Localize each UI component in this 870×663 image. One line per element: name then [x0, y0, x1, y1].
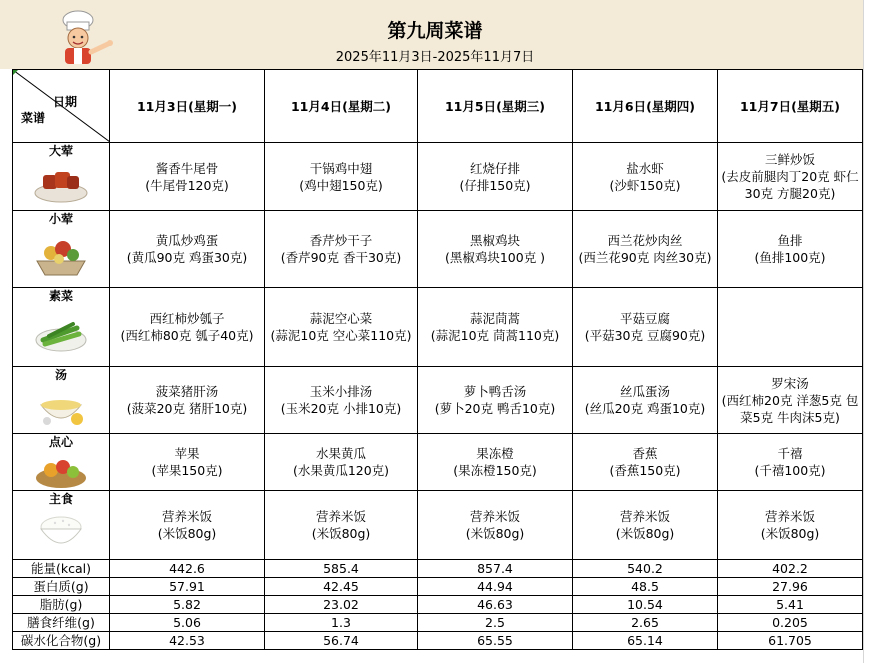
nutrient-value: 0.205	[718, 614, 863, 632]
dish-cell: 干锅鸡中翅 (鸡中翅150克)	[265, 143, 418, 211]
category-label: 汤	[54, 368, 67, 382]
day-header: 11月6日(星期四)	[573, 70, 718, 143]
dish-cell: 蒜泥空心菜 (蒜泥10克 空心菜110克)	[265, 288, 418, 367]
dish-cell: 香蕉 (香蕉150克)	[573, 434, 718, 491]
header-row	[13, 70, 863, 143]
category-label: 点心	[48, 435, 73, 449]
dish-cell: 丝瓜蛋汤 (丝瓜20克 鸡蛋10克)	[573, 367, 718, 434]
nutrition-row-protein	[13, 578, 863, 596]
dish-cell: 香芹炒干子 (香芹90克 香干30克)	[265, 211, 418, 288]
nutrient-value: 585.4	[265, 560, 418, 578]
category-label: 小荤	[48, 212, 73, 226]
nutrient-value: 42.53	[110, 632, 265, 650]
dish-cell: 蒜泥茼蒿 (蒜泥10克 茼蒿110克)	[418, 288, 573, 367]
category-row	[13, 491, 863, 560]
nutrient-label: 碳水化合物(g)	[13, 632, 110, 650]
nutrient-value: 44.94	[418, 578, 573, 596]
dish-cell	[718, 288, 863, 367]
dish-cell: 玉米小排汤 (玉米20克 小排10克)	[265, 367, 418, 434]
day-header: 11月4日(星期二)	[265, 70, 418, 143]
nutrient-value: 42.45	[265, 578, 418, 596]
category-label: 大荤	[48, 144, 73, 158]
nutrient-value: 5.06	[110, 614, 265, 632]
day-header: 11月5日(星期三)	[418, 70, 573, 143]
soup-bowl-icon	[33, 385, 89, 431]
category-cell	[13, 143, 110, 211]
corner-dish-label: 菜谱	[21, 111, 46, 125]
dish-cell: 苹果 (苹果150克)	[110, 434, 265, 491]
nutrient-label: 蛋白质(g)	[13, 578, 110, 596]
dish-cell: 营养米饭 (米饭80g)	[418, 491, 573, 560]
dish-cell: 菠菜猪肝汤 (菠菜20克 猪肝10克)	[110, 367, 265, 434]
page-title: 第九周菜谱	[387, 20, 483, 42]
category-row	[13, 367, 863, 434]
dish-cell: 黑椒鸡块 (黑椒鸡块100克 )	[418, 211, 573, 288]
corner-cell	[13, 70, 110, 143]
dish-cell: 西兰花炒肉丝 (西兰花90克 肉丝30克)	[573, 211, 718, 288]
nutrient-value: 540.2	[573, 560, 718, 578]
nutrient-value: 10.54	[573, 596, 718, 614]
nutrient-value: 27.96	[718, 578, 863, 596]
day-header: 11月7日(星期五)	[718, 70, 863, 143]
dish-cell: 酱香牛尾骨 (牛尾骨120克)	[110, 143, 265, 211]
nutrient-value: 5.41	[718, 596, 863, 614]
category-cell	[13, 288, 110, 367]
nutrient-value: 61.705	[718, 632, 863, 650]
category-cell	[13, 211, 110, 288]
dish-cell: 千禧 (千禧100克)	[718, 434, 863, 491]
dish-cell: 营养米饭 (米饭80g)	[110, 491, 265, 560]
nutrient-value: 65.55	[418, 632, 573, 650]
nutrient-value: 46.63	[418, 596, 573, 614]
nutrient-label: 能量(kcal)	[13, 560, 110, 578]
category-row	[13, 143, 863, 211]
nutrient-value: 1.3	[265, 614, 418, 632]
nutrient-value: 56.74	[265, 632, 418, 650]
category-row	[13, 211, 863, 288]
dish-cell: 西红柿炒瓠子 (西红柿80克 瓠子40克)	[110, 288, 265, 367]
dish-cell: 红烧仔排 (仔排150克)	[418, 143, 573, 211]
nutrition-row-energy	[13, 560, 863, 578]
nutrient-value: 65.14	[573, 632, 718, 650]
category-cell	[13, 491, 110, 560]
category-label: 主食	[48, 492, 73, 506]
nutrient-value: 48.5	[573, 578, 718, 596]
nutrient-value: 857.4	[418, 560, 573, 578]
nutrient-value: 2.65	[573, 614, 718, 632]
nutrient-value: 442.6	[110, 560, 265, 578]
menu-header	[0, 0, 870, 69]
dish-cell: 营养米饭 (米饭80g)	[718, 491, 863, 560]
dish-cell: 盐水虾 (沙虾150克)	[573, 143, 718, 211]
dish-cell: 营养米饭 (米饭80g)	[265, 491, 418, 560]
nutrition-row-fiber	[13, 614, 863, 632]
dish-cell: 果冻橙 (果冻橙150克)	[418, 434, 573, 491]
nutrition-row-fat	[13, 596, 863, 614]
corner-date-label: 日期	[52, 95, 77, 109]
nutrient-value: 5.82	[110, 596, 265, 614]
braised-meat-icon	[33, 163, 89, 205]
category-cell	[13, 434, 110, 491]
dish-cell: 萝卜鸭舌汤 (萝卜20克 鸭舌10克)	[418, 367, 573, 434]
dish-cell: 水果黄瓜 (水果黄瓜120克)	[265, 434, 418, 491]
nutrient-value: 57.91	[110, 578, 265, 596]
dish-cell: 三鲜炒饭 (去皮前腿肉丁20克 虾仁30克 方腿20克)	[718, 143, 863, 211]
category-row	[13, 288, 863, 367]
category-label: 素菜	[48, 289, 73, 303]
stir-fry-dish-icon	[33, 231, 89, 279]
sheet-gridline	[863, 0, 870, 663]
dish-cell: 罗宋汤 (西红柿20克 洋葱5克 包菜5克 牛肉沫5克)	[718, 367, 863, 434]
date-range: 2025年11月3日-2025年11月7日	[335, 50, 535, 65]
nutrient-value: 402.2	[718, 560, 863, 578]
green-vegetable-icon	[33, 310, 89, 354]
dish-cell: 平菇豆腐 (平菇30克 豆腐90克)	[573, 288, 718, 367]
fruit-plate-icon	[33, 450, 89, 490]
weekly-menu-table	[12, 69, 863, 650]
dish-cell: 黄瓜炒鸡蛋 (黄瓜90克 鸡蛋30克)	[110, 211, 265, 288]
category-cell	[13, 367, 110, 434]
nutrient-value: 2.5	[418, 614, 573, 632]
category-row	[13, 434, 863, 491]
dish-cell: 营养米饭 (米饭80g)	[573, 491, 718, 560]
nutrient-label: 脂肪(g)	[13, 596, 110, 614]
day-header: 11月3日(星期一)	[110, 70, 265, 143]
nutrient-label: 膳食纤维(g)	[13, 614, 110, 632]
nutrient-value: 23.02	[265, 596, 418, 614]
dish-cell: 鱼排 (鱼排100克)	[718, 211, 863, 288]
nutrition-row-carbohydrate	[13, 632, 863, 650]
rice-bowl-icon	[33, 509, 89, 555]
